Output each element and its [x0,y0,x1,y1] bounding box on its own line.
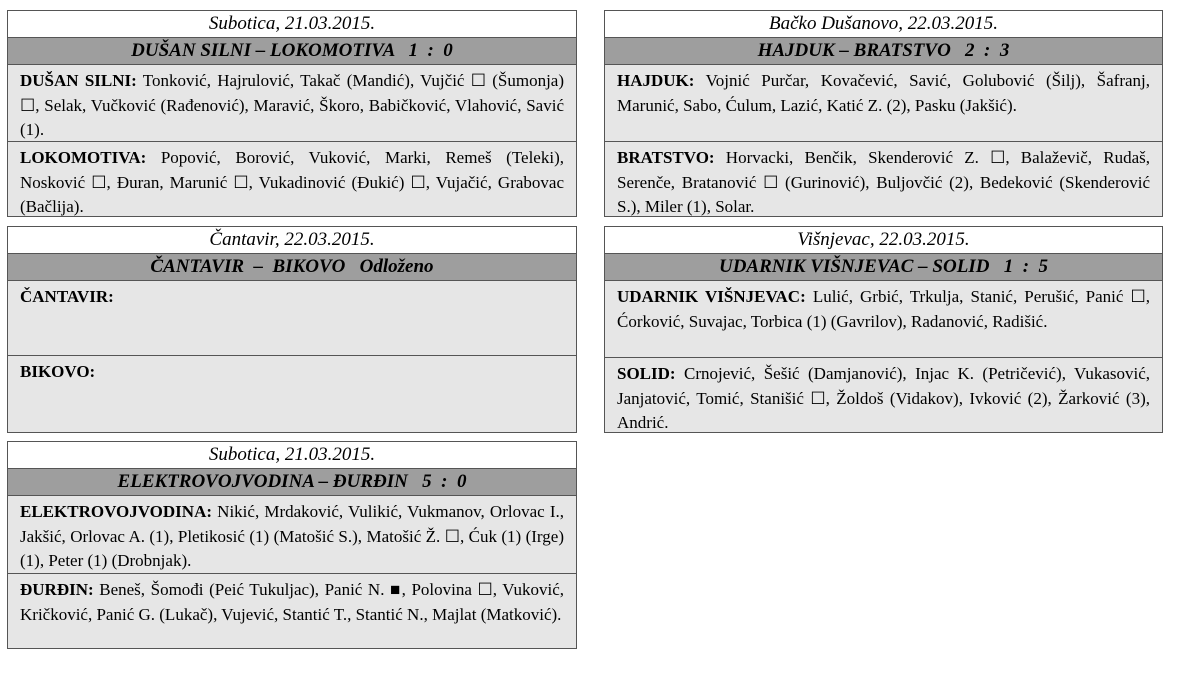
match-result: UDARNIK VIŠNJEVAC – SOLID 1 : 5 [605,254,1162,281]
team-lineup [8,281,576,355]
team-lineup [605,281,1162,357]
lineup-text: Crnojević, Šešić (Damjanović), Injac K. (Petričević), Vukasović, Janjatović, Tomić, Stanišić ☐, Žoldoš (Vidakov), Ivković (2), Žarković (3), Andrić. [617,364,1150,432]
team-name: ĐURĐIN: [20,580,94,599]
team-lineup [8,141,576,223]
team-name: UDARNIK VIŠNJEVAC: [617,287,806,306]
match-card-dusan-silni-lokomotiva [7,10,577,217]
team-lineup [605,357,1162,439]
team-lineup [8,573,576,630]
team-lineup [8,355,576,388]
team-name: DUŠAN SILNI: [20,71,137,90]
match-card-elektrovojvodina-djurdjin [7,441,577,649]
team-lineup [8,496,576,573]
lineup-text: Horvacki, Benčik, Skenderović Z. ☐, Balaževič, Rudaš, Serenče, Bratanović ☐ (Gurinović), Buljovčić (2), Bedeković (Skenderović S.), Miler (1), Solar. [617,148,1150,216]
team-name: ELEKTROVOJVODINA: [20,502,213,521]
lineup-text: Tonković, Hajrulović, Takač (Mandić), Vujčić ☐ (Šumonja) ☐, Selak, Vučković (Rađenović), Maravić, Škoro, Babičković, Vlahović, Savić (1). [20,71,564,139]
match-card-udarnik-solid [604,226,1163,433]
team-lineup [605,141,1162,223]
match-place-date: Višnjevac, 22.03.2015. [605,227,1162,254]
match-result: HAJDUK – BRATSTVO 2 : 3 [605,38,1162,65]
lineup-text: Nikić, Mrdaković, Vulikić, Vukmanov, Orlovac I., Jakšić, Orlovac A. (1), Pletikosić (1) (Matošić S.), Matošić Ž. ☐, Ćuk (1) (Irge) (1), Peter (1) (Drobnjak). [20,502,564,570]
match-card-cantavir-bikovo [7,226,577,433]
match-place-date: Čantavir, 22.03.2015. [8,227,576,254]
team-name: BRATSTVO: [617,148,715,167]
match-place-date: Subotica, 21.03.2015. [8,11,576,38]
team-name: HAJDUK: [617,71,695,90]
lineup-text: Lulić, Grbić, Trkulja, Stanić, Perušić, Panić ☐, Ćorković, Suvajac, Torbica (1) (Gavrilov), Radanović, Radišić. [617,287,1150,331]
team-name: ČANTAVIR: [20,287,114,306]
lineup-text: Beneš, Šomođi (Peić Tukuljac), Panić N. ■, Polovina ☐, Vuković, Kričković, Panić G. (Lukač), Vujević, Stantić T., Stantić N., Majlat (Matković). [20,580,564,624]
team-name: SOLID: [617,364,676,383]
team-lineup [605,65,1162,141]
team-name: LOKOMOTIVA: [20,148,147,167]
match-place-date: Subotica, 21.03.2015. [8,442,576,469]
team-name: BIKOVO: [20,362,96,381]
match-place-date: Bačko Dušanovo, 22.03.2015. [605,11,1162,38]
team-lineup [8,65,576,141]
match-result: DUŠAN SILNI – LOKOMOTIVA 1 : 0 [8,38,576,65]
match-result: ELEKTROVOJVODINA – ĐURĐIN 5 : 0 [8,469,576,496]
match-card-hajduk-bratstvo [604,10,1163,217]
match-result: ČANTAVIR – BIKOVO Odloženo [8,254,576,281]
lineup-text: Vojnić Purčar, Kovačević, Savić, Golubović (Šilj), Šafranj, Marunić, Sabo, Ćulum, Lazić, Katić Z. (2), Pasku (Jakšić). [617,71,1150,115]
lineup-text: Popović, Borović, Vuković, Marki, Remeš (Teleki), Nosković ☐, Đuran, Marunić ☐, Vukadinović (Đukić) ☐, Vujačić, Grabovac (Bačlija). [20,148,564,216]
